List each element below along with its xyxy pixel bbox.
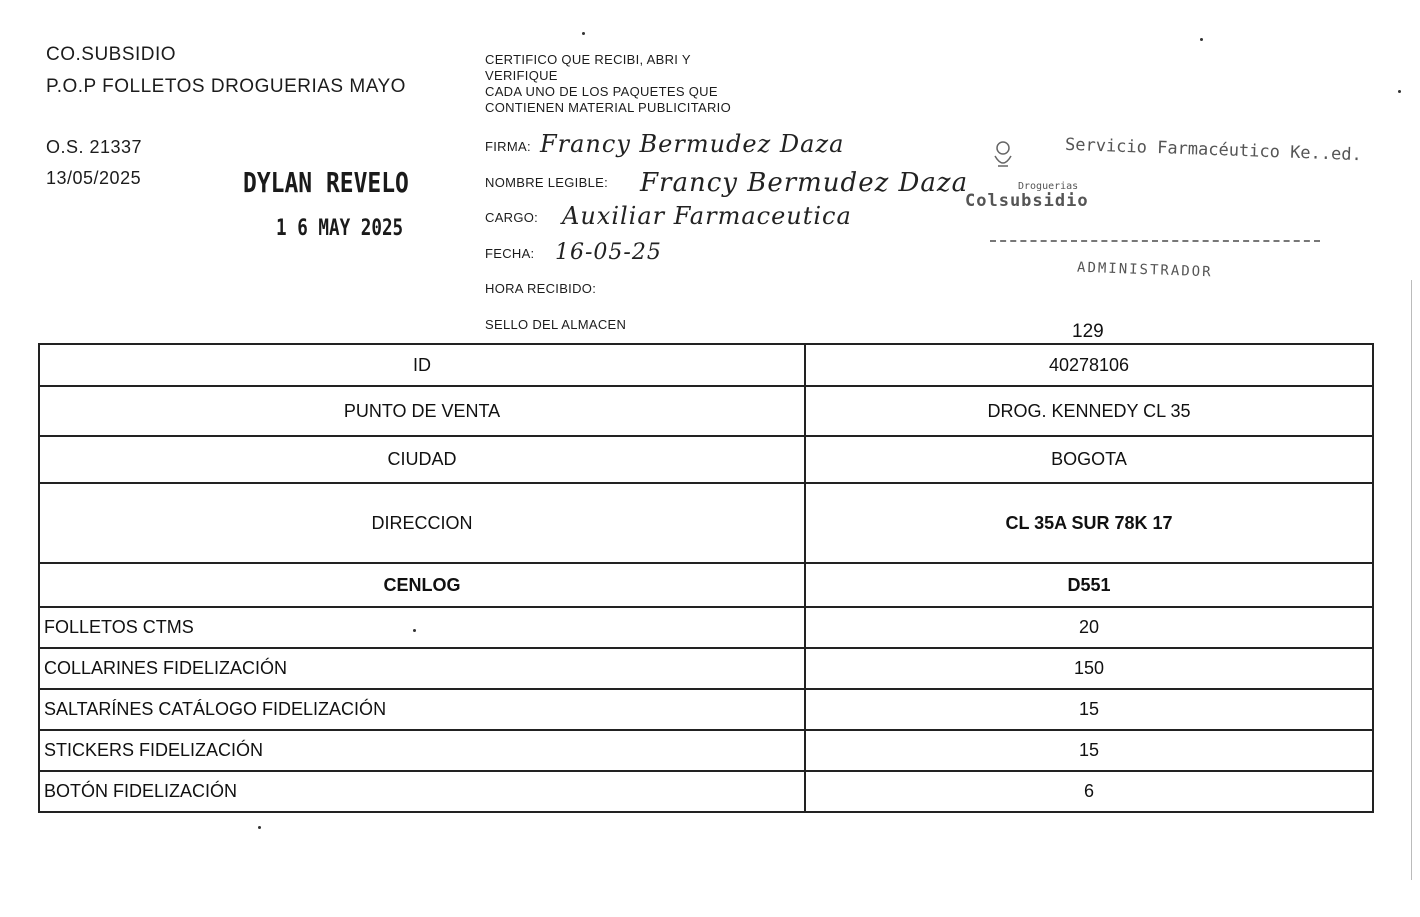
certificate-line: CADA UNO DE LOS PAQUETES QUE [485,84,718,99]
table-row [39,648,1373,689]
table-row [39,607,1373,648]
scan-edge [1411,280,1412,880]
table-row [39,436,1373,483]
row-label: ID [39,344,805,386]
table-row [39,771,1373,812]
row-value: 150 [805,648,1373,689]
pharmacy-brand: Colsubsidio [965,191,1089,211]
project-title: P.O.P FOLLETOS DROGUERIAS MAYO [46,76,406,97]
table-row [39,483,1373,563]
row-value: DROG. KENNEDY CL 35 [805,386,1373,436]
order-number: O.S. 21337 [46,137,143,157]
page-number: 129 [1072,321,1104,342]
firma-signature: Francy Bermudez Daza [540,130,845,158]
pharmacy-service-name: Servicio Farmacéutico Ke..ed. [1064,134,1363,166]
hora-label: HORA RECIBIDO: [485,281,597,296]
fecha-label: FECHA: [485,246,535,261]
row-label: CENLOG [39,563,805,607]
nombre-value: Francy Bermudez Daza [640,168,969,198]
row-label: CIUDAD [39,436,805,483]
sello-label: SELLO DEL ALMACEN [485,317,627,332]
certificate-line: VERIFIQUE [485,68,558,83]
order-date: 13/05/2025 [46,168,142,188]
fecha-value: 16-05-25 [555,240,662,265]
row-value: 6 [805,771,1373,812]
certificate-text [485,52,731,116]
received-stamp-name: DYLAN REVELO [243,166,409,199]
row-label: FOLLETOS CTMS [39,607,805,648]
nombre-label: NOMBRE LEGIBLE: [485,175,608,190]
cargo-label: CARGO: [485,210,539,225]
row-value: D551 [805,563,1373,607]
scan-speck [1200,38,1203,41]
row-label: PUNTO DE VENTA [39,386,805,436]
row-value: 40278106 [805,344,1373,386]
table-row [39,344,1373,386]
table-row [39,689,1373,730]
table-row [39,563,1373,607]
row-value: 15 [805,730,1373,771]
table-row [39,730,1373,771]
scan-speck [258,826,261,829]
row-label: STICKERS FIDELIZACIÓN [39,730,805,771]
row-label: COLLARINES FIDELIZACIÓN [39,648,805,689]
certificate-line: CONTIENEN MATERIAL PUBLICITARIO [485,100,731,115]
row-label: DIRECCION [39,483,805,563]
row-value: BOGOTA [805,436,1373,483]
certificate-line: CERTIFICO QUE RECIBI, ABRI Y [485,52,691,67]
pharmacy-role: ADMINISTRADOR [1076,259,1213,281]
row-label: SALTARÍNES CATÁLOGO FIDELIZACIÓN [39,689,805,730]
signature-line [990,240,1320,242]
row-value: 20 [805,607,1373,648]
pharmacy-small-label: Droguerias [1018,181,1079,192]
scan-speck [1398,90,1401,93]
received-stamp-date: 1 6 MAY 2025 [276,216,404,241]
firma-label: FIRMA: [485,139,531,154]
company-name: CO.SUBSIDIO [46,44,177,65]
table-row [39,386,1373,436]
colsubsidio-logo-icon [990,140,1016,174]
row-value: CL 35A SUR 78K 17 [805,483,1373,563]
scan-speck [582,32,585,35]
row-label: BOTÓN FIDELIZACIÓN [39,771,805,812]
cargo-value: Auxiliar Farmaceutica [562,202,852,230]
row-value: 15 [805,689,1373,730]
delivery-table [38,343,1374,813]
